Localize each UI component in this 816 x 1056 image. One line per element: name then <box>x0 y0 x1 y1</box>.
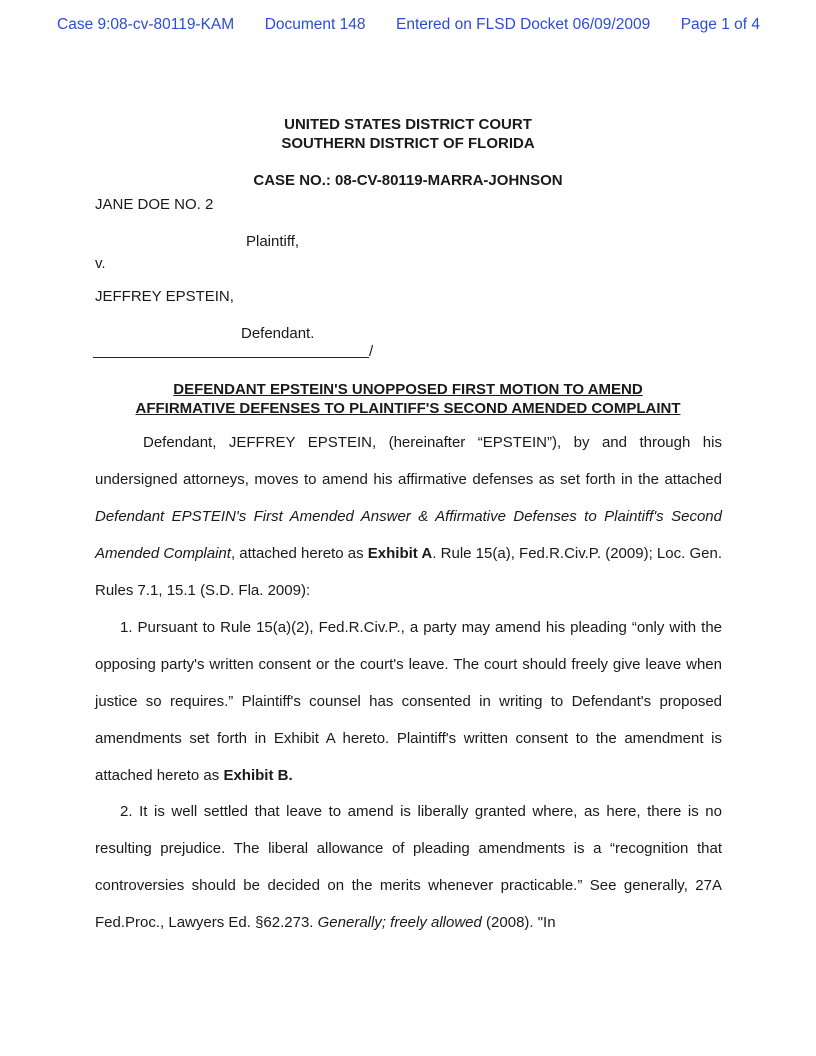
intro-attachment-title: Defendant EPSTEIN's First Amended Answer & Affirmative Defenses to Plaintiff's Second Amended Complaint <box>95 508 722 562</box>
header-entered-date: Entered on FLSD Docket 06/09/2009 <box>396 16 651 33</box>
plaintiff-role: Plaintiff, <box>246 233 300 250</box>
paragraph-intro <box>95 424 722 609</box>
paragraph-2-text-2: (2008). "In <box>481 914 556 931</box>
versus: v. <box>95 255 106 272</box>
court-name: UNITED STATES DISTRICT COURT <box>284 116 532 133</box>
motion-title <box>0 380 816 418</box>
intro-text-3: . Rule 15(a), Fed.R.Civ.P. (2009); Loc. Gen. Rules 7.1, 15.1 (S.D. Fla. 2009): <box>95 545 722 599</box>
paragraph-1 <box>95 609 722 794</box>
case-number-line <box>0 172 816 189</box>
plaintiff-name: JANE DOE NO. 2 <box>95 196 214 213</box>
defendant-role: Defendant. <box>241 325 315 342</box>
case-number-label: CASE NO.: <box>253 172 331 189</box>
caption-divider-line <box>93 357 369 358</box>
court-heading <box>0 115 816 153</box>
header-document-number: Document 148 <box>264 16 366 33</box>
paragraph-2-text-1: 2. It is well settled that leave to amend is liberally granted where, as here, there is no resulting prejudice. The liberal allowance of pleading amendments is a “recognition that controversies should be decided on the merits whenever practicable.” See generally, 27A Fed.Proc., Lawyers Ed. §62.273. <box>95 803 722 931</box>
header-page-number: Page 1 of 4 <box>680 16 760 33</box>
docket-header-stamp <box>57 16 760 34</box>
intro-text-1: Defendant, JEFFREY EPSTEIN, (hereinafter “EPSTEIN”), by and through his undersigned attorneys, moves to amend his affirmative defenses as set forth in the attached <box>95 434 722 488</box>
paragraph-2 <box>95 793 722 941</box>
motion-title-line-2: AFFIRMATIVE DEFENSES TO PLAINTIFF'S SECOND AMENDED COMPLAINT <box>135 400 681 417</box>
case-number: 08-CV-80119-MARRA-JOHNSON <box>335 172 563 189</box>
motion-title-line-1: DEFENDANT EPSTEIN'S UNOPPOSED FIRST MOTION TO AMEND <box>173 381 643 398</box>
caption-slash: / <box>369 343 374 360</box>
paragraph-2-italic: Generally; freely allowed <box>317 914 482 931</box>
court-district: SOUTHERN DISTRICT OF FLORIDA <box>281 135 535 152</box>
paragraph-1-text: 1. Pursuant to Rule 15(a)(2), Fed.R.Civ.P., a party may amend his pleading “only with the opposing party's written consent or the court's leave. The court should freely give leave when justice so requires.” Plaintiff's counsel has consented in writing to Defendant's proposed amendments set forth in Exhibit A hereto. Plaintiff's written consent to the amendment is attached hereto as <box>95 619 722 784</box>
intro-text-2: , attached hereto as <box>230 545 368 562</box>
intro-exhibit-a: Exhibit A <box>367 545 433 562</box>
paragraph-1-exhibit-b: Exhibit B. <box>223 767 293 784</box>
defendant-name: JEFFREY EPSTEIN, <box>95 288 234 305</box>
header-case-number: Case 9:08-cv-80119-KAM <box>57 16 235 33</box>
